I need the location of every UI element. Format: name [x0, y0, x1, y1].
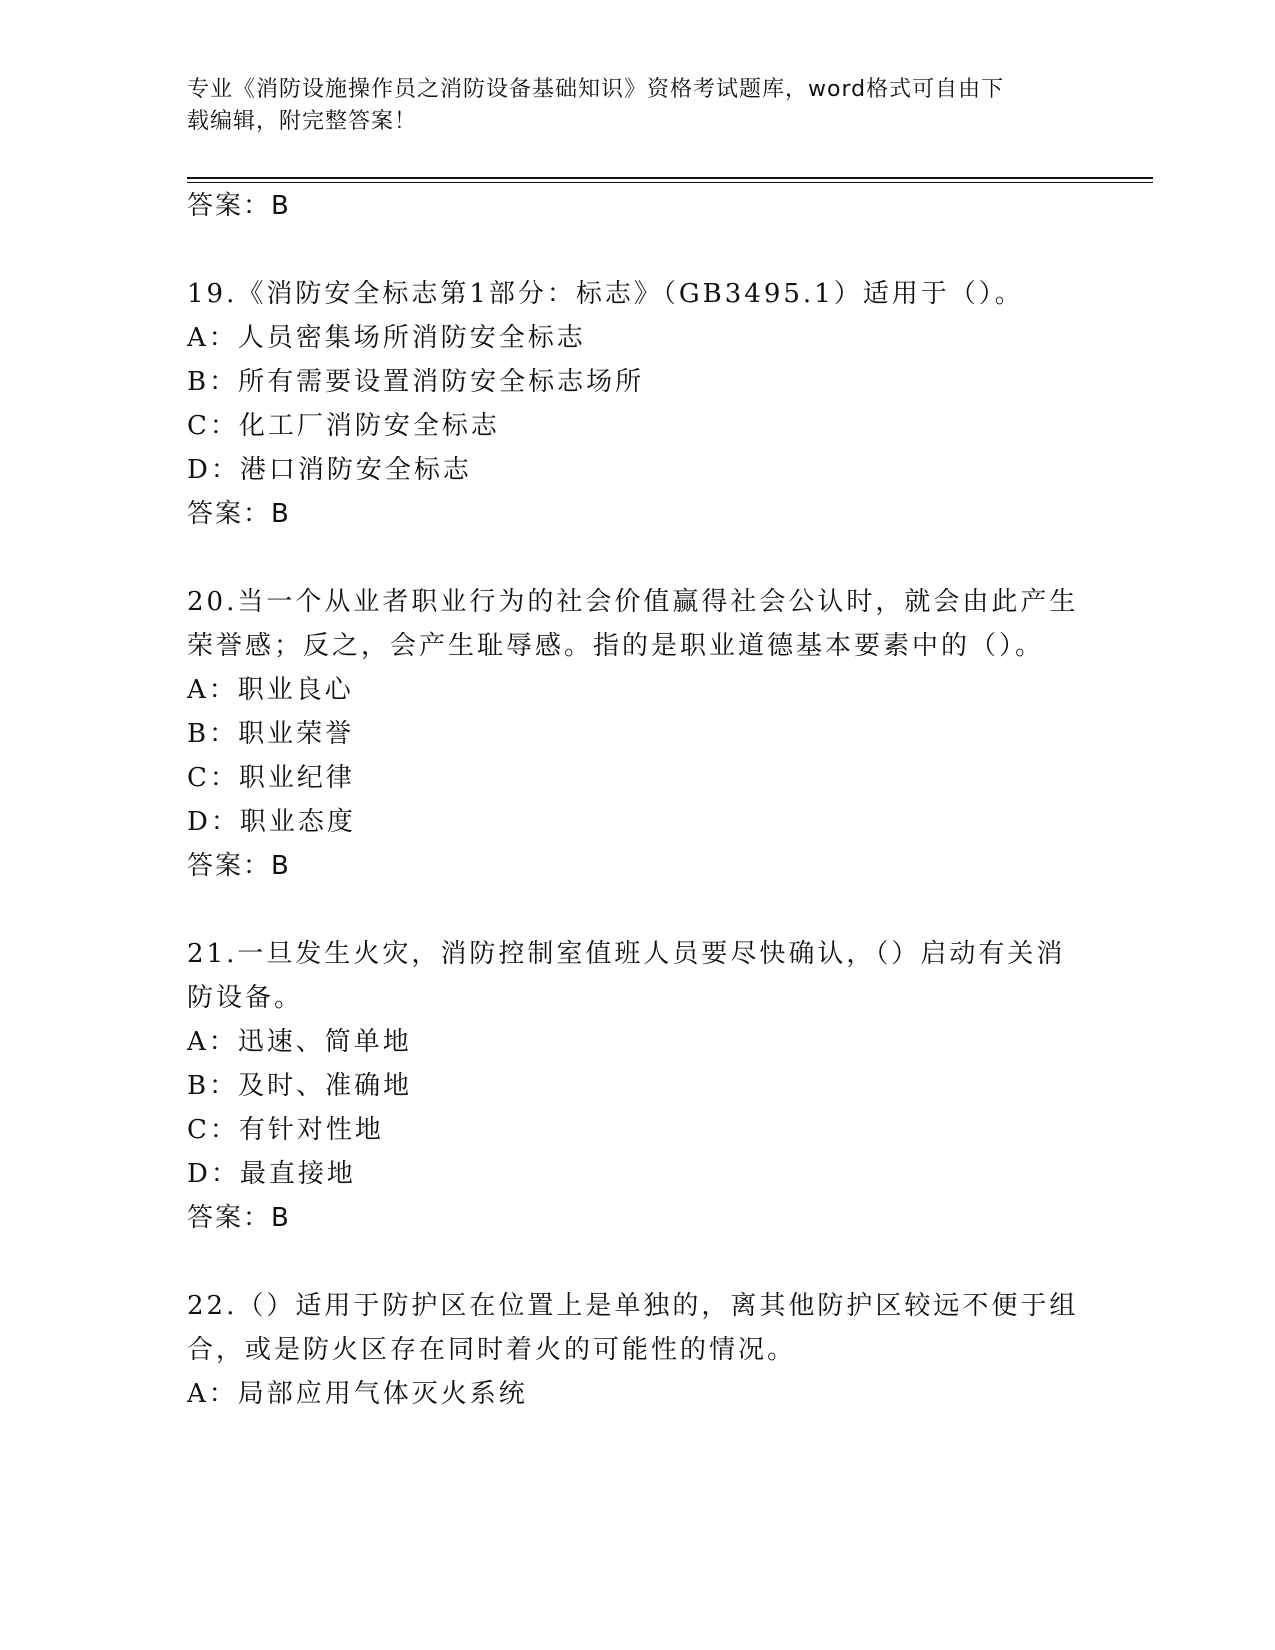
question-stem: 21.一旦发生火灾，消防控制室值班人员要尽快确认，（）启动有关消 [187, 939, 1066, 969]
answer-text: 答案：B [187, 499, 291, 529]
option-a: A：职业良心 [187, 675, 354, 705]
header-rule-thick [187, 177, 1153, 179]
option-b: B：职业荣誉 [187, 719, 355, 749]
option-a: A：局部应用气体灭火系统 [187, 1379, 528, 1409]
option-c: C：有针对性地 [187, 1115, 384, 1145]
header-line-1: 专业《消防设施操作员之消防设备基础知识》资格考试题库，word格式可自由下 [187, 77, 1005, 102]
option-b: B：及时、准确地 [187, 1071, 413, 1101]
question-stem: 防设备。 [187, 983, 304, 1013]
option-b: B：所有需要设置消防安全标志场所 [187, 367, 645, 397]
option-d: D：最直接地 [187, 1159, 356, 1189]
answer-text: 答案：B [187, 1203, 291, 1233]
header-line-2: 载编辑，附完整答案！ [187, 109, 418, 134]
question-stem: 20.当一个从业者职业行为的社会价值赢得社会公认时，就会由此产生 [187, 587, 1079, 617]
question-stem: 19.《消防安全标志第1部分：标志》（GB3495.1）适用于（）。 [187, 279, 1024, 309]
option-c: C：职业纪律 [187, 763, 355, 793]
question-stem: 荣誉感；反之，会产生耻辱感。指的是职业道德基本要素中的（）。 [187, 631, 1045, 661]
option-a: A：人员密集场所消防安全标志 [187, 323, 586, 353]
option-d: D：职业态度 [187, 807, 356, 837]
option-a: A：迅速、简单地 [187, 1027, 412, 1057]
header-rule-thin [187, 182, 1153, 183]
option-c: C：化工厂消防安全标志 [187, 411, 500, 441]
question-stem: 22.（）适用于防护区在位置上是单独的，离其他防护区较远不便于组 [187, 1291, 1079, 1321]
question-stem: 合，或是防火区存在同时着火的可能性的情况。 [187, 1335, 797, 1365]
option-d: D：港口消防安全标志 [187, 455, 472, 485]
answer-text: 答案：B [187, 851, 291, 881]
answer-text: 答案：B [187, 191, 291, 221]
document-header [187, 74, 1067, 138]
